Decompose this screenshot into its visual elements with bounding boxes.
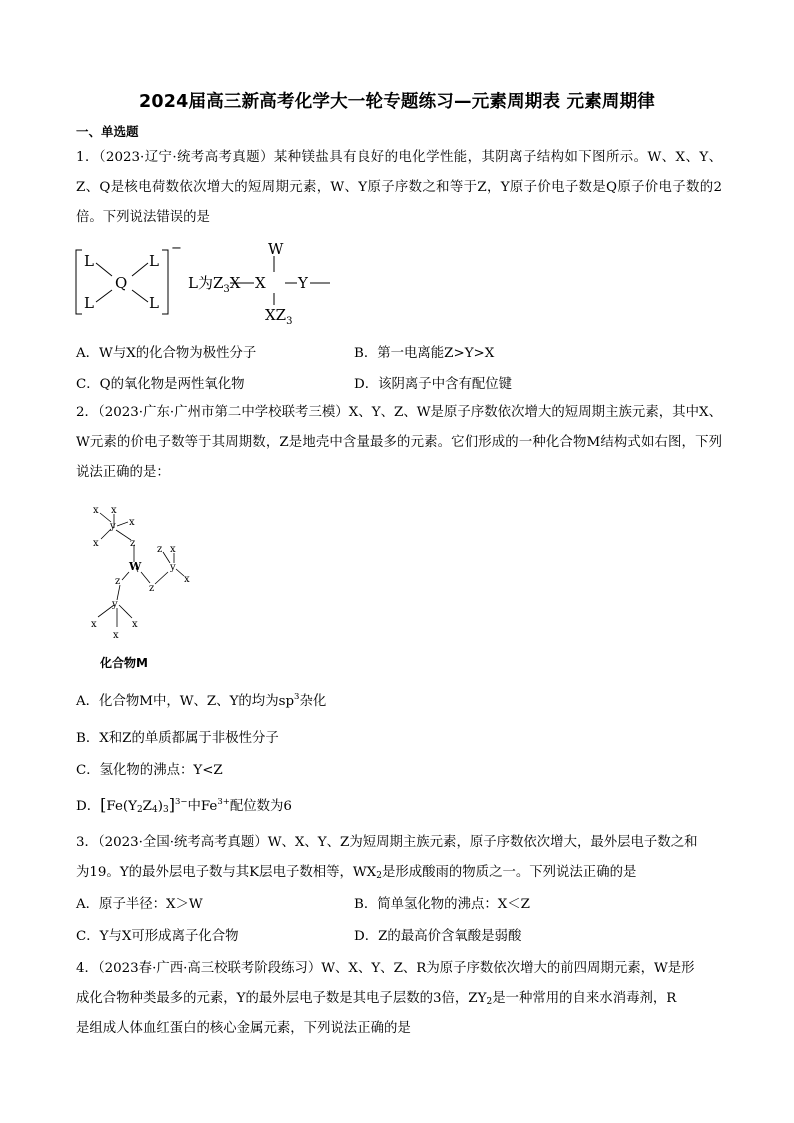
q2-compound-m-structure — [84, 500, 204, 646]
q2-atom-x: x — [93, 538, 99, 549]
q2-option-a[interactable]: A．化合物M中，W、Z、Y的均为$sp^3$杂化 — [76, 692, 327, 709]
q1-stem: 1．（2023·辽宁·统考高考真题）某种镁盐具有良好的电化学性能，其阴离子结构如下图所示。W、X、Y、Z、Q是核电荷数依次增大的短周期元素，W、Y原子序数之和等于Z，Y原子价电子数是Q原子价电子数的2倍。下列说法错误的是 — [76, 150, 722, 225]
q3-option-d[interactable]: D．Z的最高价含氧酸是弱酸 — [354, 929, 522, 944]
q1-center-Q: Q — [115, 274, 128, 292]
q2-atom-y: y — [170, 562, 176, 573]
q3-stem-line2: 为19。Y的最外层电子数与其K层电子数相等，$WX_2$是形成酸雨的物质之一。下列说法正确的是 — [76, 865, 637, 881]
q2-atom-x: x — [93, 505, 99, 516]
q3-option-a[interactable]: A．原子半径：X＞W — [76, 897, 203, 912]
q2-atom-x: x — [111, 505, 117, 516]
section-heading: 一、单选题 — [76, 124, 139, 139]
q1-ligand-L-br: L — [149, 294, 159, 312]
q2-figure-caption: 化合物M — [100, 656, 148, 670]
q2-atom-x: x — [184, 574, 190, 585]
q1-option-c[interactable]: C．Q的氧化物是两性氧化物 — [76, 377, 245, 392]
q1-anion-charge: − — [171, 241, 182, 256]
q2-atom-x: x — [132, 619, 138, 630]
q1-ligand-L-tr: L — [149, 252, 159, 270]
q1-option-d[interactable]: D．该阴离子中含有配位键 — [354, 377, 513, 392]
q2-atom-y: y — [112, 599, 118, 610]
q1-ligand-L-bl: L — [84, 294, 94, 312]
q2-atom-x: x — [170, 544, 176, 555]
q4-stem-line2: 成化合物种类最多的元素，Y的最外层电子数是其电子层数的3倍，$ZY_2$是一种常用的自来水消毒剂，R — [76, 991, 677, 1007]
q3-option-c[interactable]: C．Y与X可形成离子化合物 — [76, 929, 239, 944]
q2-option-d[interactable]: D．$[Fe(Y_2Z_4)_3]^{3-}$中$Fe^{3+}$配位数为6 — [76, 795, 292, 815]
q1-ligand-L-tl: L — [84, 252, 94, 270]
q2-option-b[interactable]: B．X和Z的单质都属于非极性分子 — [76, 731, 279, 746]
q1-option-b[interactable]: B．第一电离能Z>Y>X — [354, 346, 495, 361]
q2-atom-z: z — [157, 544, 163, 555]
q1-atom-W: W — [268, 240, 284, 258]
q2-stem: 2．（2023·广东·广州市第二中学校联考三模）X、Y、Z、W是原子序数依次增大的短周期主族元素，其中X、W元素的价电子数等于其周期数，Z是地壳中含量最多的元素。它们形成的一种化合物M结构式如右图，下列说法正确的是： — [76, 405, 722, 480]
q2-atom-x: x — [91, 619, 97, 630]
q1-option-a[interactable]: A．W与X的化合物为极性分子 — [76, 346, 257, 361]
q2-atom-x: x — [129, 517, 135, 528]
q2-atom-y: y — [110, 521, 116, 532]
q2-atom-z: z — [115, 576, 121, 587]
q1-atom-X: X — [255, 274, 266, 292]
page-title: 2024届高三新高考化学大一轮专题练习—元素周期表 元素周期律 — [139, 92, 655, 112]
q1-anion-structure — [72, 238, 342, 326]
q1-atom-Y: Y — [298, 274, 308, 292]
q4-stem-line1: 4．（2023春·广西·高三校联考阶段练习）W、X、Y、Z、R为原子序数依次增大的前四周期元素，W是形 — [76, 961, 695, 976]
q3-stem-line1: 3．（2023·全国·统考高考真题）W、X、Y、Z为短周期主族元素，原子序数依次增大，最外层电子数之和 — [76, 835, 698, 850]
q1-ligand-definition: L为$Z_3X$ — [188, 274, 241, 295]
q2-atom-z: z — [149, 583, 155, 594]
q2-atom-z: z — [130, 538, 136, 549]
q4-stem-line3: 是组成人体血红蛋白的核心金属元素，下列说法正确的是 — [76, 1021, 411, 1036]
q2-option-c[interactable]: C．氢化物的沸点：Y<Z — [76, 763, 223, 778]
q2-atom-W: W — [129, 560, 142, 573]
q3-option-b[interactable]: B．简单氢化物的沸点：X＜Z — [354, 897, 530, 912]
q2-atom-x: x — [113, 630, 119, 641]
q1-group-XZ3: $XZ_3$ — [265, 306, 293, 326]
